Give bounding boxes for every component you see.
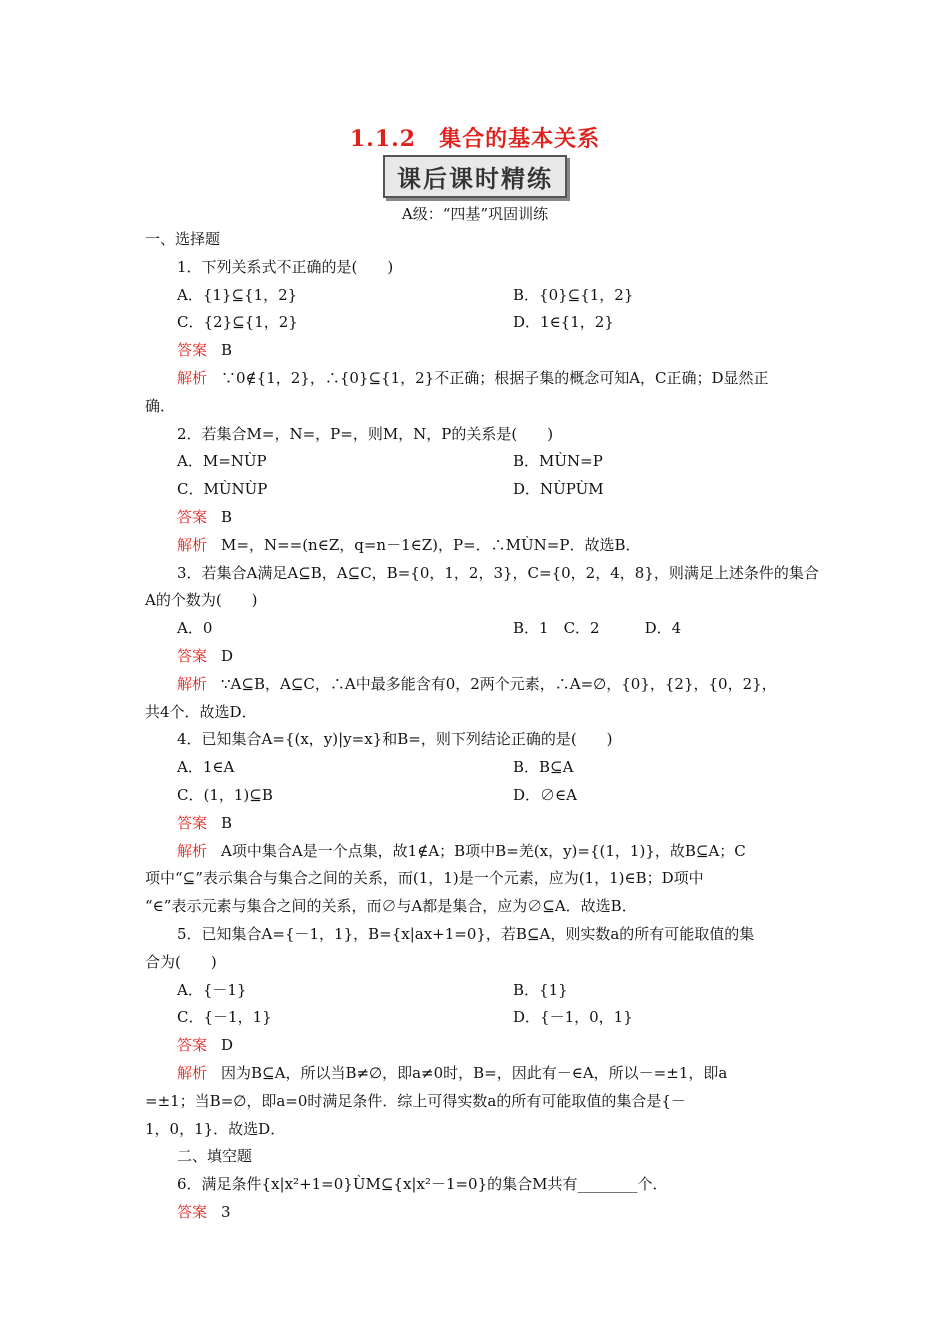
option-d: D．∅∈A (513, 785, 577, 804)
answer-value: B (221, 813, 233, 832)
analysis-label: 解析 (177, 368, 208, 387)
analysis-line (145, 532, 810, 560)
option-a: A．0 (177, 619, 213, 638)
analysis-text: ∵0∉{1，2}，∴{0}⊆{1，2}不正确；根据子集的概念可知A，C正确；D显然正 (221, 368, 769, 387)
question-stem: 1．下列关系式不正确的是( ) (177, 257, 394, 276)
option-d: D．NÙPÙM (513, 480, 604, 499)
option-row (145, 754, 810, 782)
option-d: D．{－1，0，1} (513, 1008, 633, 1027)
analysis-label: 解析 (177, 1063, 208, 1082)
analysis-text: A项中集合A是一个点集，故1∉A；B项中B=羌(x，y)={(1，1)}，故B⊆A；C (221, 841, 746, 860)
question-stem: 6．满足条件{x|x²+1=0}ÙM⊆{x|x²－1=0}的集合M共有________个． (177, 1175, 668, 1194)
question-stem-cont: 合为( ) (145, 952, 217, 971)
analysis-line (145, 671, 810, 699)
section-banner: 课后课时精练 (383, 155, 567, 198)
level-heading: A级：“四基”巩固训练 (401, 205, 549, 223)
section-heading: 二、填空题 (177, 1147, 253, 1166)
analysis-line (145, 838, 810, 866)
analysis-text: =±1；当B=∅，即a=0时满足条件．综上可得实数a的所有可能取值的集合是{－ (145, 1091, 686, 1110)
question-stem: 4．已知集合A={(x，y)|y=x}和B=，则下列结论正确的是( ) (177, 730, 613, 749)
question-stem: 3．若集合A满足A⊆B，A⊆C，B={0，1，2，3}，C={0，2，4，8}，则满足上述条件的集合 (177, 563, 819, 582)
answer-value: 3 (221, 1202, 231, 1221)
analysis-label: 解析 (177, 535, 208, 554)
answer-line (145, 810, 810, 838)
analysis-text: 因为B⊆A，所以当B≠∅，即a≠0时，B=，因此有－∈A，所以－=±1，即a (221, 1063, 728, 1082)
question-stem: 2．若集合M=，N=，P=，则M，N，P的关系是( ) (177, 424, 554, 443)
content (145, 226, 819, 1227)
question-stem: 5．已知集合A={－1，1}，B={x|ax+1=0}，若B⊆A，则实数a的所有可能取值的集 (177, 924, 755, 943)
answer-line (145, 643, 810, 671)
banner-container (0, 155, 950, 198)
option-a: A．{1}⊆{1，2} (177, 285, 298, 304)
answer-line (145, 1032, 810, 1060)
answer-label: 答案 (177, 646, 208, 665)
analysis-label: 解析 (177, 674, 208, 693)
analysis-text: 共4个．故选D． (145, 702, 257, 721)
option-row (145, 782, 810, 810)
option-row (145, 1004, 810, 1032)
analysis-text: ∵A⊆B，A⊆C，∴A中最多能含有0，2两个元素，∴A=∅，{0}，{2}，{0，2}， (221, 674, 777, 693)
analysis-text: 项中“⊆”表示集合与集合之间的关系，而(1，1)是一个元素，应为(1，1)∈B；D项中 (145, 869, 704, 888)
analysis-text: 确． (145, 396, 176, 415)
option-b: B．B⊆A (513, 758, 574, 777)
option-b: B．{1} (513, 980, 568, 999)
question-stem-cont: A的个数为( ) (145, 591, 258, 610)
option-bcd: B．1 C．2 D．4 (513, 619, 682, 638)
option-row (145, 977, 810, 1005)
option-row (145, 282, 810, 310)
analysis-line (145, 1060, 810, 1088)
answer-line (145, 1199, 810, 1227)
option-b: B．MÙN=P (513, 452, 603, 471)
option-row (145, 309, 810, 337)
option-row (145, 476, 810, 504)
section-heading: 一、选择题 (145, 230, 221, 248)
answer-label: 答案 (177, 1202, 208, 1221)
answer-label: 答案 (177, 341, 208, 360)
analysis-text: 1，0，1}．故选D． (145, 1119, 286, 1138)
answer-value: B (221, 507, 233, 526)
option-a: A．1∈A (177, 758, 235, 777)
answer-label: 答案 (177, 507, 208, 526)
option-d: D．1∈{1，2} (513, 313, 614, 332)
answer-line (145, 337, 810, 365)
answer-label: 答案 (177, 1036, 208, 1055)
option-c: C．MÙNÙP (177, 480, 268, 499)
analysis-text: M=，N==(n∈Z，q=n－1∈Z)，P=．∴MÙN=P．故选B． (221, 535, 641, 554)
option-row (145, 615, 810, 643)
option-a: A．{－1} (177, 980, 247, 999)
option-c: C．{2}⊆{1，2} (177, 313, 298, 332)
analysis-text: “∈”表示元素与集合之间的关系，而∅与A都是集合，应为∅⊆A．故选B． (145, 897, 637, 916)
analysis-line (145, 365, 810, 393)
answer-value: D (221, 1036, 234, 1055)
option-c: C．(1，1)⊆B (177, 785, 273, 804)
answer-value: D (221, 646, 234, 665)
option-row (145, 448, 810, 476)
option-c: C．{－1，1} (177, 1008, 272, 1027)
analysis-label: 解析 (177, 841, 208, 860)
answer-line (145, 504, 810, 532)
option-b: B．{0}⊆{1，2} (513, 285, 634, 304)
option-a: A．M=NÙP (177, 452, 267, 471)
page-title: 1.1.2 集合的基本关系 (349, 126, 601, 152)
answer-label: 答案 (177, 813, 208, 832)
answer-value: B (221, 341, 233, 360)
